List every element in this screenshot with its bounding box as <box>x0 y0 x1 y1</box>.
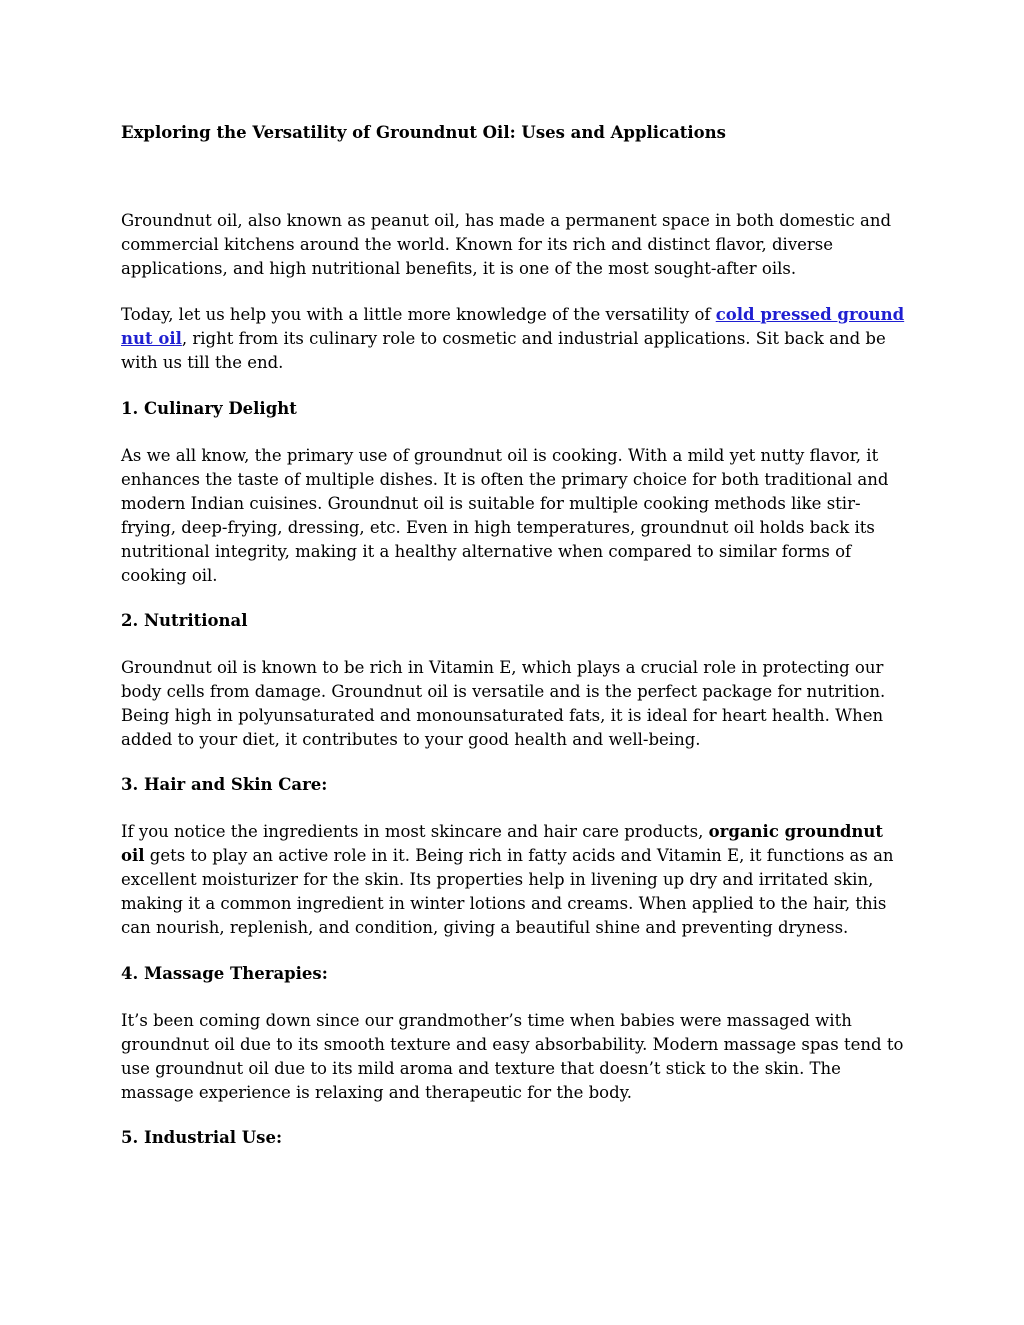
hair-skin-text-before: If you notice the ingredients in most skincare and hair care products, <box>121 822 709 841</box>
section-body-nutritional: Groundnut oil is known to be rich in Vitamin E, which plays a crucial role in protecting our body cells from damage. Groundnut oil is versatile and is the perfect package for nutrition. Being high in polyunsaturated and monounsaturated fats, it is ideal for heart health. When added to your diet, it contributes to your good health and well-being. <box>121 658 886 749</box>
section-body-massage: It’s been coming down since our grandmother’s time when babies were massaged with groundnut oil due to its smooth texture and easy absorbability. Modern massage spas tend to use groundnut oil due to its mild aroma and texture that doesn’t stick to the skin. The massage experience is relaxing and therapeutic for the body. <box>121 1011 904 1102</box>
intro-text-before-link: Today, let us help you with a little more knowledge of the versatility of <box>121 305 716 324</box>
intro-text-after-link: , right from its culinary role to cosmetic and industrial applications. Sit back and be with us till the end. <box>121 329 886 372</box>
section-body-hair-skin <box>121 820 911 940</box>
section-heading-culinary: 1. Culinary Delight <box>121 399 297 418</box>
organic-groundnut-oil-term: organic groundnut oil <box>121 822 883 865</box>
intro-paragraph-1: Groundnut oil, also known as peanut oil, has made a permanent space in both domestic and commercial kitchens around the world. Known for its rich and distinct flavor, diverse applications, and high nutritional benefits, it is one of the most sought-after oils. <box>121 211 892 278</box>
cold-pressed-oil-link[interactable]: cold pressed ground nut oil <box>121 305 905 348</box>
intro-paragraph-2 <box>121 303 911 375</box>
section-heading-massage: 4. Massage Therapies: <box>121 964 328 983</box>
document-title: Exploring the Versatility of Groundnut Oil: Uses and Applications <box>121 123 726 142</box>
hair-skin-text-after: gets to play an active role in it. Being rich in fatty acids and Vitamin E, it functions as an excellent moisturizer for the skin. Its properties help in livening up dry and irritated skin, making it a common ingredient in winter lotions and creams. When applied to the hair, this can nourish, replenish, and condition, giving a beautiful shine and preventing dryness. <box>121 846 894 937</box>
section-heading-industrial: 5. Industrial Use: <box>121 1128 283 1147</box>
section-heading-nutritional: 2. Nutritional <box>121 611 248 630</box>
section-heading-hair-skin: 3. Hair and Skin Care: <box>121 775 328 794</box>
section-body-culinary: As we all know, the primary use of groundnut oil is cooking. With a mild yet nutty flavor, it enhances the taste of multiple dishes. It is often the primary choice for both traditional and modern Indian cuisines. Groundnut oil is suitable for multiple cooking methods like stir-frying, deep-frying, dressing, etc. Even in high temperatures, groundnut oil holds back its nutritional integrity, making it a healthy alternative when compared to similar forms of cooking oil. <box>121 446 889 585</box>
